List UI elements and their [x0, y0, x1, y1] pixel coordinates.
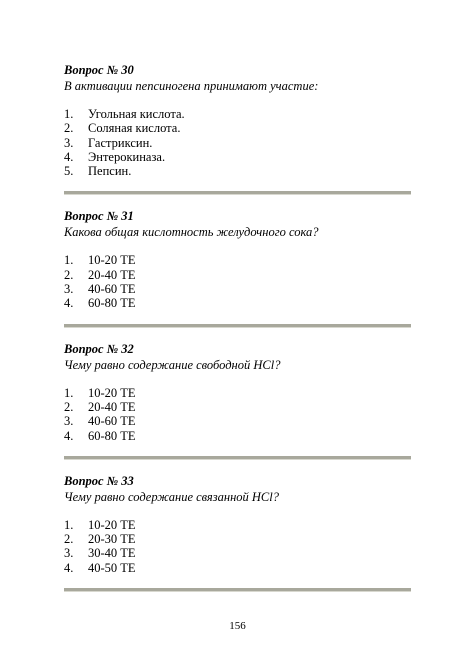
- answer-option: [64, 282, 411, 296]
- question-title: Вопрос № 30: [64, 63, 134, 77]
- question-text: Чему равно содержание свободной HCl?: [64, 357, 281, 372]
- answer-text: 40-60 ТЕ: [88, 282, 136, 297]
- answer-list: [64, 518, 411, 575]
- question-text: Какова общая кислотность желудочного сока?: [64, 225, 319, 240]
- answer-option: [64, 164, 411, 178]
- answer-text: 10-20 ТЕ: [88, 385, 136, 400]
- answer-option: [64, 546, 411, 560]
- answer-option: [64, 561, 411, 575]
- answer-text: 10-20 ТЕ: [88, 253, 136, 268]
- answer-text: 20-30 ТЕ: [88, 532, 136, 547]
- question-32: [64, 341, 411, 443]
- answer-option: [64, 518, 411, 532]
- answer-number: 1.: [64, 253, 74, 268]
- answer-text: 60-80 ТЕ: [88, 428, 136, 443]
- answer-option: [64, 400, 411, 414]
- answer-number: 3.: [64, 135, 74, 150]
- answer-option: [64, 386, 411, 400]
- answer-option: [64, 121, 411, 135]
- answer-text: 10-20 ТЕ: [88, 517, 136, 532]
- question-title: Вопрос № 32: [64, 341, 134, 356]
- answer-option: [64, 253, 411, 267]
- answer-text: 40-60 ТЕ: [88, 414, 136, 429]
- answer-number: 4.: [64, 560, 74, 575]
- answer-text: Гастриксин.: [88, 135, 153, 150]
- answer-text: 20-40 ТЕ: [88, 267, 136, 282]
- answer-number: 3.: [64, 414, 74, 429]
- answer-number: 2.: [64, 121, 74, 136]
- answer-number: 1.: [64, 385, 74, 400]
- answer-option: [64, 296, 411, 310]
- document-page: [64, 62, 411, 605]
- answer-text: 20-40 ТЕ: [88, 399, 136, 414]
- section-divider: [64, 324, 411, 328]
- question-33: [64, 473, 411, 575]
- answer-number: 1.: [64, 517, 74, 532]
- answer-list: [64, 253, 411, 310]
- section-divider: [64, 588, 411, 592]
- answer-option: [64, 532, 411, 546]
- section-divider: [64, 456, 411, 460]
- answer-number: 3.: [64, 282, 74, 297]
- answer-text: 60-80 ТЕ: [88, 296, 136, 311]
- answer-text: Угольная кислота.: [88, 107, 185, 121]
- answer-text: Пепсин.: [88, 164, 132, 179]
- answer-text: 30-40 ТЕ: [88, 546, 136, 561]
- answer-number: 2.: [64, 532, 74, 547]
- answer-option: [64, 136, 411, 150]
- answer-option: [64, 429, 411, 443]
- answer-number: 3.: [64, 546, 74, 561]
- answer-text: Энтерокиназа.: [88, 149, 166, 164]
- page-number: 156: [229, 620, 246, 632]
- question-30: [64, 62, 411, 178]
- answer-number: 2.: [64, 399, 74, 414]
- answer-option: [64, 150, 411, 164]
- answer-text: 40-50 ТЕ: [88, 560, 136, 575]
- answer-number: 4.: [64, 149, 74, 164]
- answer-number: 1.: [64, 107, 74, 121]
- answer-option: [64, 414, 411, 428]
- answer-list: [64, 386, 411, 443]
- answer-number: 2.: [64, 267, 74, 282]
- answer-number: 4.: [64, 428, 74, 443]
- answer-option: [64, 107, 411, 121]
- answer-option: [64, 268, 411, 282]
- question-31: [64, 208, 411, 310]
- section-divider: [64, 191, 411, 195]
- question-text: Чему равно содержание связанной HCl?: [64, 489, 279, 504]
- answer-number: 5.: [64, 164, 74, 179]
- question-text: В активации пепсиногена принимают участие:: [64, 79, 319, 93]
- answer-text: Соляная кислота.: [88, 121, 181, 136]
- question-title: Вопрос № 33: [64, 473, 134, 488]
- question-title: Вопрос № 31: [64, 209, 134, 224]
- answer-number: 4.: [64, 296, 74, 311]
- answer-list: [64, 107, 411, 178]
